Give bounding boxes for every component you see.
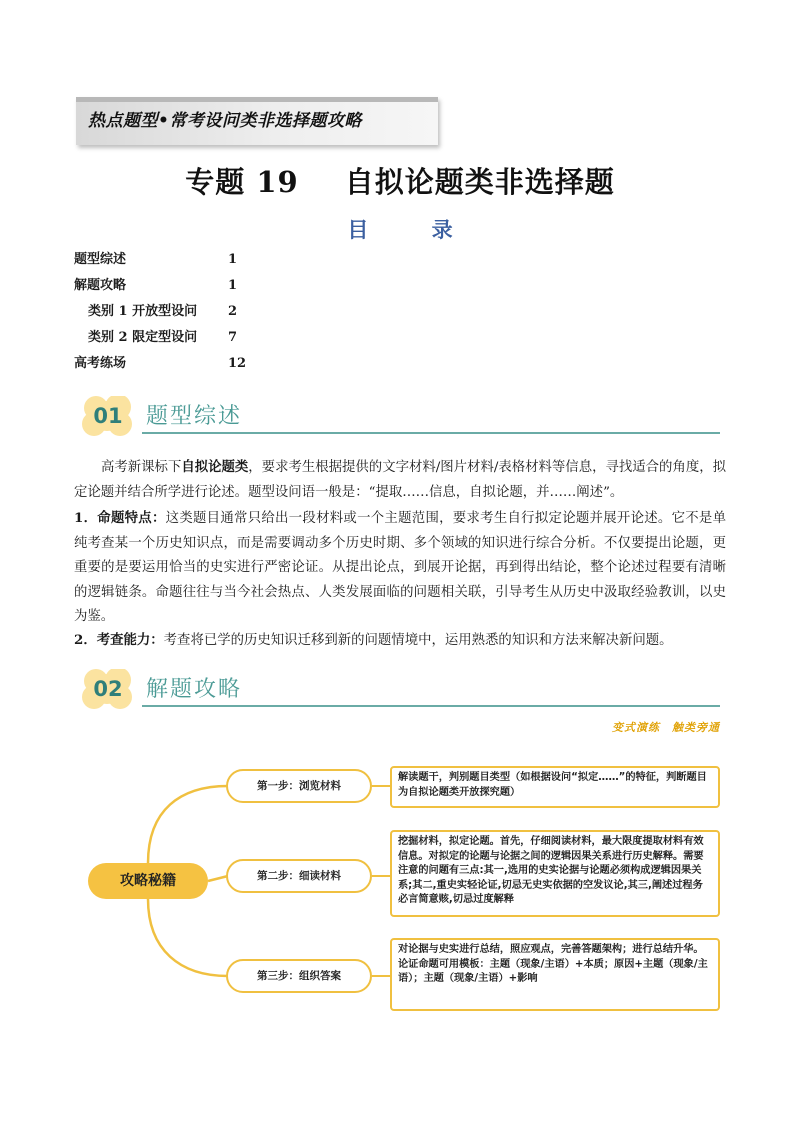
toc-item-label: 类别 2 限定型设问 xyxy=(88,330,198,345)
section-divider xyxy=(142,432,720,434)
toc-item-label: 高考练场 xyxy=(74,356,127,371)
mindmap-center-node: 攻略秘籍 xyxy=(88,863,208,899)
section-number: 02 xyxy=(93,677,123,701)
page-title xyxy=(0,160,800,201)
toc-item-page: 1 xyxy=(228,252,238,267)
section-title: 解题攻略 xyxy=(146,677,243,702)
step-3-content: 对论据与史实进行总结，照应观点，完善答题架构；进行总结升华。 论证命题可用模板：主题（现象/主语）+本质；原因+主题（现象/主语）；主题（现象/主语）+影响 xyxy=(390,938,720,1011)
tagline-a: 变式演练 xyxy=(612,721,660,734)
point-2-paragraph xyxy=(74,628,726,654)
point-1-text: 这类题目通常只给出一段材料或一个主题范围，要求考生自行拟定论题并展开论述。它不是单纯考查某一个历史知识点，而是需要调动多个历史时期、多个领域的知识进行综合分析。不仅要提出论题，更重要的是要运用恰当的史实进行严密论证。从提出论点，到展开论据，再到得出结论，整个论述过程要有清晰的逻辑链条。命题往往与当今社会热点、人类发展面临的问题相关联，引导考生从历史中汲取经验教训，以史为鉴。 xyxy=(74,511,726,624)
topic-title: 自拟论题类非选择题 xyxy=(344,165,615,199)
intro-paragraph xyxy=(74,455,726,505)
toc-item-page: 7 xyxy=(228,330,238,345)
step-3-node: 第三步：组织答案 xyxy=(226,959,372,993)
toc-heading: 目 录 xyxy=(347,217,481,242)
point-2-label: 2．考查能力： xyxy=(74,632,164,648)
topic-number: 专题 19 xyxy=(185,165,299,199)
point-2-text: 考查将已学的历史知识迁移到新的问题情境中，运用熟悉的知识和方法来解决新问题。 xyxy=(163,633,673,648)
point-1-paragraph xyxy=(74,506,726,630)
step-2-node: 第二步：细读材料 xyxy=(226,859,372,893)
connector-line xyxy=(148,786,228,863)
step-1-content: 解读题干，判别题目类型（如根据设问“拟定……”的特征，判断题目为自拟论题类开放探究题） xyxy=(390,766,720,808)
header-banner-bar xyxy=(76,97,438,102)
section-divider xyxy=(142,705,720,707)
intro-text-post: ，要求考生根据提供的文字材料/图片材料/表格材料等信息，寻找适合的角度，拟定论题并结合所学进行论述。题型设问语一般是：“提取……信息，自拟论题，并……阐述”。 xyxy=(74,460,726,500)
toc-item-page: 2 xyxy=(228,304,238,319)
toc-item-page: 12 xyxy=(228,356,247,371)
toc-item-label: 题型综述 xyxy=(74,252,127,267)
connector-line xyxy=(148,899,228,976)
toc-item-label: 解题攻略 xyxy=(74,278,127,293)
tagline-b: 触类旁通 xyxy=(672,721,720,734)
section-title: 题型综述 xyxy=(146,404,243,429)
toc-item-label: 类别 1 开放型设问 xyxy=(88,304,198,319)
header-banner-text: 热点题型•常考设问类非选择题攻略 xyxy=(88,111,362,131)
point-1-label: 1．命题特点： xyxy=(74,510,166,526)
section-01-header xyxy=(80,396,720,440)
section-02-header xyxy=(80,669,720,713)
intro-text-bold: 自拟论题类 xyxy=(181,459,249,475)
section-number: 01 xyxy=(93,404,123,428)
toc-item-page: 1 xyxy=(228,278,238,293)
section-tagline xyxy=(600,719,720,735)
intro-text-pre: 高考新课标下 xyxy=(101,460,182,475)
connector-line xyxy=(208,876,228,881)
step-2-content: 挖掘材料，拟定论题。首先，仔细阅读材料，最大限度提取材料有效信息。对拟定的论题与论据之间的逻辑因果关系进行历史解释。需要注意的问题有三点:其一,选用的史实论据与论题必须构成逻辑因果关系;其二,重史实轻论证,切忌无史实依据的空发议论,其三,阐述过程务必言简意赅,切忌过度解释 xyxy=(390,830,720,917)
step-1-node: 第一步：浏览材料 xyxy=(226,769,372,803)
